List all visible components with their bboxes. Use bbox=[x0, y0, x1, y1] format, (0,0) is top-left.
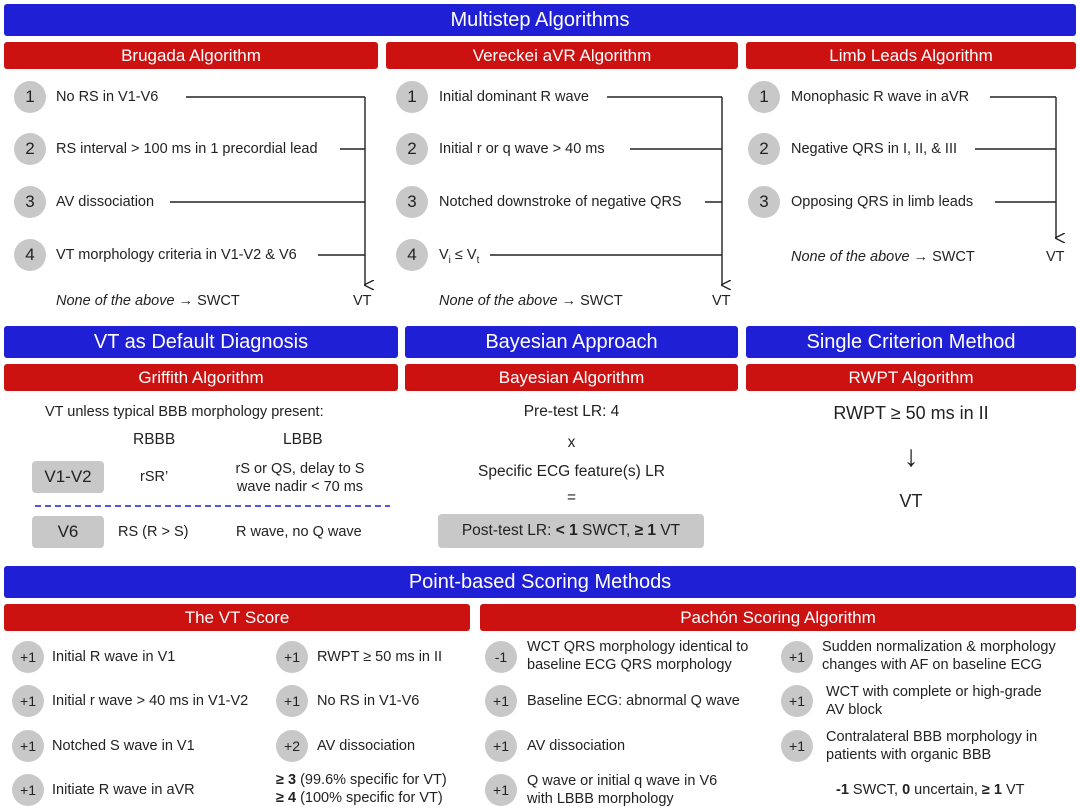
step-number: 2 bbox=[396, 133, 428, 165]
vt-score-item: Initial R wave in V1 bbox=[52, 649, 176, 665]
pachon-header: Pachón Scoring Algorithm bbox=[480, 604, 1076, 631]
brugada-step-1: No RS in V1-V6 bbox=[56, 89, 159, 105]
bayesian-algorithm-header: Bayesian Algorithm bbox=[405, 364, 738, 391]
spec2-threshold: ≥ 4 bbox=[276, 790, 297, 806]
step-number: 1 bbox=[14, 81, 46, 113]
vt-score-item: Notched S wave in V1 bbox=[52, 738, 195, 754]
pachon-item-line2: baseline ECG QRS morphology bbox=[527, 657, 732, 673]
step-number: 3 bbox=[396, 186, 428, 218]
griffith-header: Griffith Algorithm bbox=[4, 364, 398, 391]
vt-score-header: The VT Score bbox=[4, 604, 470, 631]
limb-vt: VT bbox=[1046, 249, 1065, 265]
vt-subscript: t bbox=[476, 254, 480, 266]
step-number: 4 bbox=[14, 239, 46, 271]
pachon-item-line1: Sudden normalization & morphology bbox=[822, 639, 1056, 655]
equals-sign: = bbox=[566, 489, 577, 506]
col-rbbb: RBBB bbox=[133, 431, 176, 448]
spec2-text: (100% specific for VT) bbox=[296, 790, 443, 806]
step-number: 3 bbox=[14, 186, 46, 218]
posttest-vt: VT bbox=[656, 522, 681, 539]
rwpt-result: VT bbox=[899, 491, 923, 511]
spec1-threshold: ≥ 3 bbox=[276, 772, 297, 788]
multistep-header: Multistep Algorithms bbox=[4, 4, 1076, 36]
result-vt: VT bbox=[1001, 782, 1025, 798]
step-number: 2 bbox=[14, 133, 46, 165]
step-number: 4 bbox=[396, 239, 428, 271]
points-badge: +1 bbox=[12, 730, 44, 762]
posttest-prefix: Post-test LR: bbox=[461, 522, 556, 539]
col-lbbb: LBBB bbox=[283, 431, 323, 448]
points-badge: +1 bbox=[12, 641, 44, 673]
result-uncertain: uncertain, bbox=[910, 782, 982, 798]
points-badge: -1 bbox=[485, 641, 517, 673]
pachon-item-line1: Contralateral BBB morphology in bbox=[826, 729, 1038, 745]
vt-score-item: Initiate R wave in aVR bbox=[52, 782, 195, 798]
scoring-header: Point-based Scoring Methods bbox=[4, 566, 1076, 598]
result-ge: ≥ 1 bbox=[981, 782, 1002, 798]
arrow-right-icon: → bbox=[178, 293, 194, 309]
swct-label: SWCT bbox=[932, 249, 975, 265]
result-zero: 0 bbox=[902, 782, 911, 798]
pachon-item: Baseline ECG: abnormal Q wave bbox=[527, 693, 740, 709]
vereckei-none-above bbox=[439, 292, 623, 310]
step-number: 2 bbox=[748, 133, 780, 165]
pachon-item-line1: WCT QRS morphology identical to bbox=[527, 639, 749, 655]
points-badge: +1 bbox=[12, 774, 44, 806]
limb-step-3: Opposing QRS in limb leads bbox=[791, 194, 974, 210]
points-badge: +1 bbox=[781, 685, 813, 717]
rwpt-criterion: RWPT ≥ 50 ms in II bbox=[833, 403, 989, 423]
step-number: 1 bbox=[396, 81, 428, 113]
result-neg: -1 bbox=[836, 782, 849, 798]
brugada-vt: VT bbox=[353, 293, 372, 309]
posttest-box bbox=[438, 514, 704, 548]
step-number: 1 bbox=[748, 81, 780, 113]
brugada-step-4: VT morphology criteria in V1-V2 & V6 bbox=[56, 247, 297, 263]
brugada-none-above bbox=[56, 292, 240, 310]
posttest-lt: < 1 bbox=[555, 522, 578, 539]
row1-rbbb: rSR’ bbox=[140, 469, 169, 485]
vereckei-step-2: Initial r or q wave > 40 ms bbox=[439, 141, 605, 157]
pachon-item-line2: patients with organic BBB bbox=[826, 747, 992, 763]
brugada-step-2: RS interval > 100 ms in 1 precordial lead bbox=[56, 141, 318, 157]
bayesian-header: Bayesian Approach bbox=[405, 326, 738, 358]
points-badge: +1 bbox=[485, 730, 517, 762]
vereckei-vt: VT bbox=[712, 293, 731, 309]
arrow-right-icon: → bbox=[561, 293, 577, 309]
points-badge: +1 bbox=[781, 641, 813, 673]
default-dx-header: VT as Default Diagnosis bbox=[4, 326, 398, 358]
vereckei-header: Vereckei aVR Algorithm bbox=[386, 42, 738, 69]
lead-v1-v2: V1-V2 bbox=[32, 461, 104, 493]
points-badge: +1 bbox=[485, 685, 517, 717]
pachon-result bbox=[836, 781, 1025, 799]
pachon-item-line2: AV block bbox=[826, 702, 883, 718]
limb-step-1: Monophasic R wave in aVR bbox=[791, 89, 970, 105]
posttest-ge: ≥ 1 bbox=[634, 522, 657, 539]
none-above-label: None of the above bbox=[56, 293, 175, 309]
points-badge: +2 bbox=[276, 730, 308, 762]
limb-none-above bbox=[791, 248, 975, 266]
single-criterion-header: Single Criterion Method bbox=[746, 326, 1076, 358]
points-badge: +1 bbox=[781, 730, 813, 762]
griffith-intro: VT unless typical BBB morphology present: bbox=[45, 404, 324, 420]
none-above-label: None of the above bbox=[791, 249, 910, 265]
row1-lbbb-line2: wave nadir < 70 ms bbox=[236, 479, 364, 495]
times-sign: x bbox=[567, 434, 576, 451]
vi-v: V bbox=[439, 247, 449, 263]
vt-score-item: No RS in V1-V6 bbox=[317, 693, 420, 709]
limb-step-2: Negative QRS in I, II, & III bbox=[791, 141, 958, 157]
result-swct: SWCT, bbox=[848, 782, 903, 798]
row1-lbbb-line1: rS or QS, delay to S bbox=[235, 461, 365, 477]
vereckei-step-1: Initial dominant R wave bbox=[439, 89, 589, 105]
points-badge: +1 bbox=[485, 774, 517, 806]
rwpt-header: RWPT Algorithm bbox=[746, 364, 1076, 391]
pachon-item-line1: Q wave or initial q wave in V6 bbox=[527, 773, 718, 789]
posttest-swct: SWCT, bbox=[577, 522, 635, 539]
specific-feature-lr: Specific ECG feature(s) LR bbox=[478, 463, 665, 480]
row2-lbbb: R wave, no Q wave bbox=[236, 524, 362, 540]
none-above-label: None of the above bbox=[439, 293, 558, 309]
swct-label: SWCT bbox=[197, 293, 240, 309]
le-v: ≤ V bbox=[450, 247, 477, 263]
points-badge: +1 bbox=[276, 641, 308, 673]
vt-score-specificity-1 bbox=[276, 771, 447, 789]
pachon-item-line2: with LBBB morphology bbox=[527, 791, 674, 807]
pachon-item: AV dissociation bbox=[527, 738, 626, 754]
limb-header: Limb Leads Algorithm bbox=[746, 42, 1076, 69]
spec1-text: (99.6% specific for VT) bbox=[296, 772, 447, 788]
pachon-item-line2: changes with AF on baseline ECG bbox=[822, 657, 1043, 673]
points-badge: +1 bbox=[276, 685, 308, 717]
vt-score-item: AV dissociation bbox=[317, 738, 416, 754]
pachon-item-line1: WCT with complete or high-grade bbox=[826, 684, 1042, 700]
vt-score-item: RWPT ≥ 50 ms in II bbox=[317, 649, 443, 665]
points-badge: +1 bbox=[12, 685, 44, 717]
vereckei-step-4 bbox=[439, 246, 479, 270]
step-number: 3 bbox=[748, 186, 780, 218]
vereckei-step-3: Notched downstroke of negative QRS bbox=[439, 194, 682, 210]
vi-subscript: i bbox=[448, 254, 451, 266]
row2-rbbb: RS (R > S) bbox=[118, 524, 189, 540]
arrow-right-icon: → bbox=[913, 249, 929, 265]
lead-v6: V6 bbox=[32, 516, 104, 548]
swct-label: SWCT bbox=[580, 293, 623, 309]
brugada-header: Brugada Algorithm bbox=[4, 42, 378, 69]
pretest-lr: Pre-test LR: 4 bbox=[523, 403, 620, 420]
arrow-down-icon: ↓ bbox=[903, 440, 919, 473]
vt-score-specificity-2 bbox=[276, 789, 443, 807]
brugada-step-3: AV dissociation bbox=[56, 194, 155, 210]
vt-score-item: Initial r wave > 40 ms in V1-V2 bbox=[52, 693, 249, 709]
